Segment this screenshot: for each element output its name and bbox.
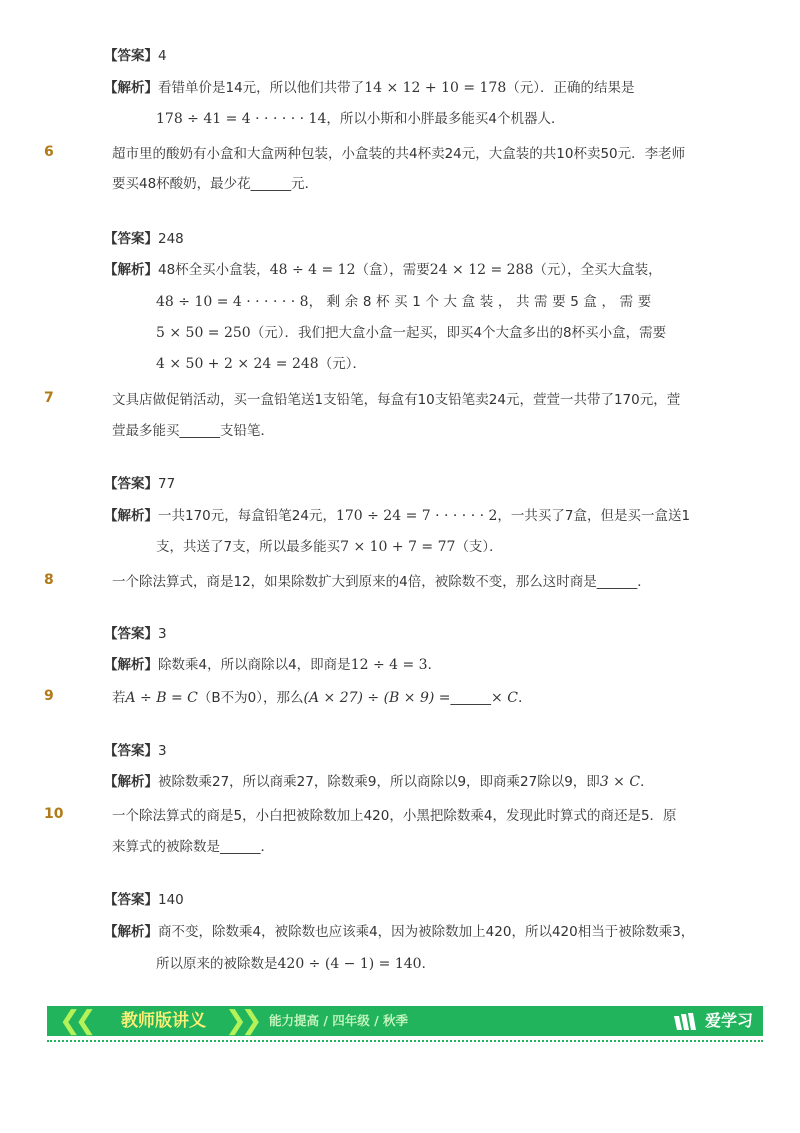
brand-logo xyxy=(673,1006,753,1036)
q6-analysis-line-2: 48 ÷ 10 = 4 · · · · · · 8，剩余8杯买1个大盒装，共需要5盒，需要 xyxy=(156,294,656,310)
question-number: 7 xyxy=(44,390,54,406)
q10-text-line-1: 一个除法算式的商是5，小白把被除数加上420，小黑把除数乘4，发现此时算式的商还是5．原 xyxy=(112,808,677,824)
question-number: 10 xyxy=(44,806,64,822)
q7-analysis-line-2: 支，共送了7支，所以最多能买7 × 10 + 7 = 77（支）． xyxy=(156,539,503,555)
q7-text-line-1: 文具店做促销活动，买一盒铅笔送1支铅笔，每盒有10支铅笔卖24元，萱萱一共带了170元，萱 xyxy=(112,392,681,408)
q6-answer: 【答案】248 xyxy=(104,231,184,247)
q9-analysis-line-1: 【解析】被除数乘27，所以商乘27，除数乘9，所以商除以9，即商乘27除以9，即3 × C． xyxy=(104,774,654,790)
q8-analysis-line-1: 【解析】除数乘4，所以商除以4，即商是12 ÷ 4 = 3． xyxy=(104,657,442,673)
q9-answer: 【答案】3 xyxy=(104,743,167,759)
q6-text-line-1: 超市里的酸奶有小盒和大盒两种包装，小盒装的共4杯卖24元，大盒装的共10杯卖50元．李老师 xyxy=(112,146,686,162)
footer-title: 教师版讲义 xyxy=(121,1011,206,1031)
q9-text-line-1: 若A ÷ B = C（B不为0），那么(A × 27) ÷ (B × 9) =______× C. xyxy=(112,690,523,706)
answer-tag: 【答案】 xyxy=(104,48,158,64)
q5-analysis-line-1: 【解析】看错单价是14元，所以他们共带了14 × 12 + 10 = 178（元）．正确的结果是 xyxy=(104,80,635,96)
q5-analysis-line-2: 178 ÷ 41 = 4 · · · · · · 14，所以小斯和小胖最多能买4个机器人． xyxy=(156,111,565,127)
q8-text-line-1: 一个除法算式，商是12，如果除数扩大到原来的4倍，被除数不变，那么这时商是______． xyxy=(112,574,651,590)
q8-answer: 【答案】3 xyxy=(104,626,167,642)
q5-answer-value: 4 xyxy=(158,48,167,64)
footer-banner xyxy=(47,1006,763,1036)
chevron-right-icon: ❯❯ xyxy=(225,1006,257,1036)
analysis-tag: 【解析】 xyxy=(104,80,158,96)
q10-analysis-line-2: 所以原来的被除数是420 ÷ (4 − 1) = 140． xyxy=(156,956,436,972)
q10-analysis-line-1: 【解析】商不变，除数乘4，被除数也应该乘4，因为被除数加上420，所以420相当于被除数乘3， xyxy=(104,924,695,940)
brand-logo-icon xyxy=(673,1012,699,1032)
q7-text-line-2: 萱最多能买______支铅笔． xyxy=(112,423,274,439)
q5-answer xyxy=(104,46,167,66)
footer-divider xyxy=(47,1040,763,1042)
chevron-left-icon: ❮❮ xyxy=(59,1006,91,1036)
brand-name: 爱学习 xyxy=(704,1011,753,1030)
question-number: 6 xyxy=(44,144,54,160)
question-number: 9 xyxy=(44,688,54,704)
q7-answer: 【答案】77 xyxy=(104,476,176,492)
q6-analysis-line-1: 【解析】48杯全买小盒装，48 ÷ 4 = 12（盒），需要24 × 12 = 288（元），全买大盒装， xyxy=(104,262,662,278)
q10-text-line-2: 来算式的被除数是______． xyxy=(112,839,274,855)
q6-analysis-line-4: 4 × 50 + 2 × 24 = 248（元）． xyxy=(156,356,366,372)
q7-analysis-line-1: 【解析】一共170元，每盒铅笔24元，170 ÷ 24 = 7 · · · · · · 2，一共买了7盒，但是买一盒送1 xyxy=(104,508,691,524)
q6-text-line-2: 要买48杯酸奶，最少花______元． xyxy=(112,176,319,192)
footer-subtitle: 能力提高 / 四年级 / 秋季 xyxy=(269,1013,409,1028)
q10-answer: 【答案】140 xyxy=(104,892,184,908)
q6-analysis-line-3: 5 × 50 = 250（元）．我们把大盒小盒一起买，即买4个大盒多出的8杯买小盒，需要 xyxy=(156,325,667,341)
question-number: 8 xyxy=(44,572,54,588)
